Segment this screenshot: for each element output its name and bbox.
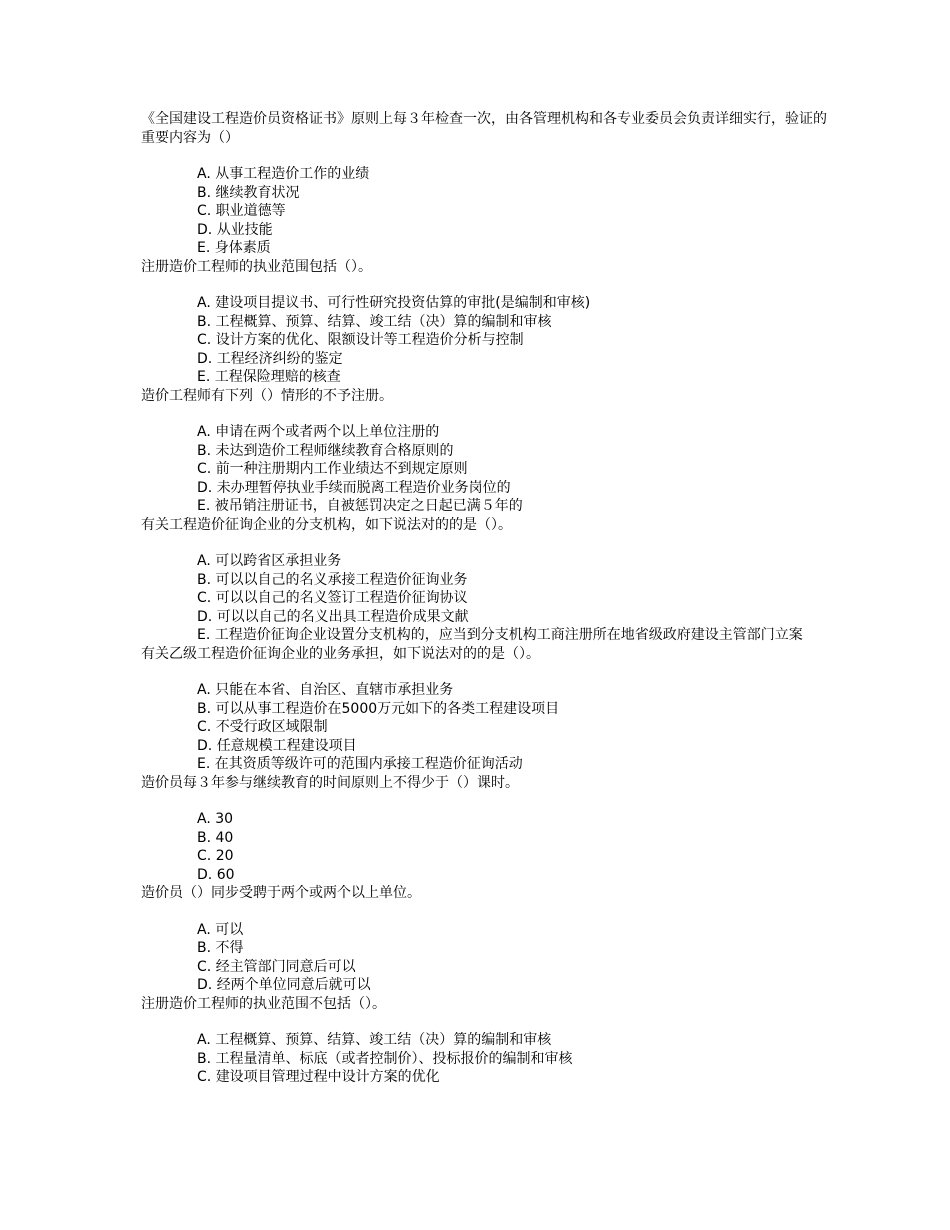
option-letter: A. — [197, 1032, 211, 1048]
option-text: 申请在两个或者两个以上单位注册的 — [215, 424, 440, 440]
option-item — [141, 700, 831, 719]
option-text: 身体素质 — [214, 240, 271, 256]
option-letter: B. — [197, 700, 212, 717]
question-text: 有关工程造价征询企业的分支机构，如下说法对的的是（）。 — [141, 516, 512, 533]
option-text: 可以以自己的名义承接工程造价征询业务 — [215, 571, 468, 588]
option-item — [141, 221, 831, 240]
option-letter: C. — [197, 1069, 212, 1085]
option-item — [141, 165, 831, 184]
option-text: 工程经济纠纷的鉴定 — [216, 350, 343, 367]
option-text: 不受行政区域限制 — [215, 719, 328, 735]
option-item — [141, 331, 831, 350]
option-text: 设计方案的优化、限额设计等工程造价分析与控制 — [215, 332, 524, 348]
question-text: 造价员（）同步受聘于两个或两个以上单位。 — [141, 885, 421, 901]
option-text: 可以以自己的名义签订工程造价征询协议 — [215, 590, 468, 606]
option-text: 被吊销注册证书，自被惩罚决定之日起已满５年的 — [214, 498, 523, 514]
option-text: 只能在本省、自治区、直辖市承担业务 — [215, 682, 454, 698]
option-letter: C. — [197, 848, 212, 864]
option-text: 未达到造价工程师继续教育合格原则的 — [215, 442, 454, 459]
option-item — [141, 958, 831, 977]
option-letter: D. — [197, 221, 213, 238]
option-text: 经主管部门同意后可以 — [215, 958, 356, 975]
option-item — [141, 681, 831, 700]
option-text: 建设项目提议书、可行性研究投资估算的审批(是编制和审核) — [215, 295, 591, 311]
option-letter: C. — [197, 958, 212, 975]
option-item — [141, 442, 831, 461]
option-letter: E. — [197, 240, 211, 256]
option-text: 可以跨省区承担业务 — [215, 553, 342, 569]
option-item — [141, 847, 831, 866]
option-text: 建设项目管理过程中设计方案的优化 — [215, 1069, 440, 1085]
option-item — [141, 497, 831, 516]
option-text: 工程保险理赔的核查 — [214, 369, 341, 385]
option-text: 30 — [215, 811, 234, 827]
option-letter: C. — [197, 203, 212, 219]
option-letter: B. — [197, 571, 212, 588]
option-item — [141, 626, 831, 645]
option-item — [141, 589, 831, 608]
option-text: 工程造价征询企业设置分支机构的，应当到分支机构工商注册所在地省级政府建设主管部门立案 — [214, 627, 803, 643]
option-text: 工程量清单、标底（或者控制价）、投标报价的编制和审核 — [215, 1050, 573, 1067]
option-letter: B. — [197, 940, 212, 956]
option-letter: C. — [197, 590, 212, 606]
option-letter: A. — [197, 295, 211, 311]
option-list — [141, 1031, 831, 1087]
option-text: 在其资质等级许可的范围内承接工程造价征询活动 — [214, 756, 523, 772]
option-letter: A. — [197, 166, 211, 182]
option-letter: C. — [197, 719, 212, 735]
option-text: 继续教育状况 — [215, 184, 300, 201]
option-item — [141, 921, 831, 940]
option-item — [141, 460, 831, 479]
option-item — [141, 294, 831, 313]
option-letter: E. — [197, 756, 211, 772]
option-text: 40 — [215, 829, 234, 846]
option-item — [141, 755, 831, 774]
document-page — [141, 110, 831, 1087]
option-text: 任意规模工程建设项目 — [216, 737, 357, 754]
option-letter: E. — [197, 627, 211, 643]
option-letter: D. — [197, 737, 213, 754]
option-text: 从事工程造价工作的业绩 — [215, 166, 370, 182]
option-item — [141, 718, 831, 737]
option-text: 前一种注册期内工作业绩达不到规定原则 — [215, 461, 468, 477]
option-item — [141, 810, 831, 829]
question-text: 造价员每３年参与继续教育的时间原则上不得少于（）课时。 — [141, 774, 519, 791]
option-text: 从业技能 — [216, 221, 273, 238]
option-letter: C. — [197, 461, 212, 477]
option-item — [141, 184, 831, 203]
option-item — [141, 350, 831, 369]
option-letter: A. — [197, 811, 211, 827]
option-item — [141, 976, 831, 995]
option-item — [141, 202, 831, 221]
question-text: 《全国建设工程造价员资格证书》原则上每３年检查一次，由各管理机构和各专业委员会负责详细实行，验证的重要内容为（） — [141, 111, 827, 146]
option-letter: E. — [197, 498, 211, 514]
option-letter: D. — [197, 350, 213, 367]
option-letter: B. — [197, 313, 212, 330]
question-text: 造价工程师有下列（）情形的不予注册。 — [141, 387, 393, 404]
question-text: 注册造价工程师的执业范围不包括（）。 — [141, 995, 386, 1012]
option-list — [141, 552, 831, 645]
option-item — [141, 571, 831, 590]
option-letter: E. — [197, 369, 211, 385]
question-text: 注册造价工程师的执业范围包括（）。 — [141, 258, 372, 275]
option-text: 工程概算、预算、结算、竣工结（决）算的编制和审核 — [215, 313, 552, 330]
option-text: 20 — [215, 848, 234, 864]
option-item — [141, 423, 831, 442]
option-list — [141, 810, 831, 884]
question-text: 有关乙级工程造价征询企业的业务承担，如下说法对的的是（）。 — [141, 645, 540, 662]
option-letter: B. — [197, 442, 212, 459]
option-text: 60 — [216, 866, 235, 883]
option-text: 未办理暂停执业手续而脱离工程造价业务岗位的 — [216, 479, 511, 496]
option-item — [141, 866, 831, 885]
option-letter: A. — [197, 424, 211, 440]
option-item — [141, 939, 831, 958]
option-list — [141, 921, 831, 995]
option-item — [141, 368, 831, 387]
option-letter: A. — [197, 921, 211, 938]
option-letter: D. — [197, 479, 213, 496]
option-item — [141, 313, 831, 332]
option-text: 职业道德等 — [215, 203, 286, 219]
option-text: 工程概算、预算、结算、竣工结（决）算的编制和审核 — [215, 1032, 552, 1048]
option-text: 不得 — [215, 940, 244, 956]
option-letter: B. — [197, 1050, 212, 1067]
option-item — [141, 608, 831, 627]
option-item — [141, 829, 831, 848]
option-item — [141, 479, 831, 498]
option-item — [141, 1050, 831, 1069]
option-item — [141, 1068, 831, 1087]
option-list — [141, 681, 831, 774]
option-letter: D. — [197, 866, 213, 883]
option-text: 可以以自己的名义出具工程造价成果文献 — [216, 608, 469, 625]
option-item — [141, 552, 831, 571]
option-item — [141, 1031, 831, 1050]
option-letter: A. — [197, 553, 211, 569]
option-text: 经两个单位同意后就可以 — [216, 977, 371, 993]
option-list — [141, 294, 831, 387]
option-letter: D. — [197, 977, 213, 993]
option-letter: B. — [197, 184, 212, 201]
option-text: 可以从事工程造价在5000万元如下的各类工程建设项目 — [215, 700, 560, 717]
option-letter: A. — [197, 682, 211, 698]
option-text: 可以 — [215, 921, 244, 938]
option-item — [141, 737, 831, 756]
option-list — [141, 165, 831, 258]
option-list — [141, 423, 831, 516]
option-letter: C. — [197, 332, 212, 348]
option-letter: B. — [197, 829, 212, 846]
option-item — [141, 239, 831, 258]
option-letter: D. — [197, 608, 213, 625]
